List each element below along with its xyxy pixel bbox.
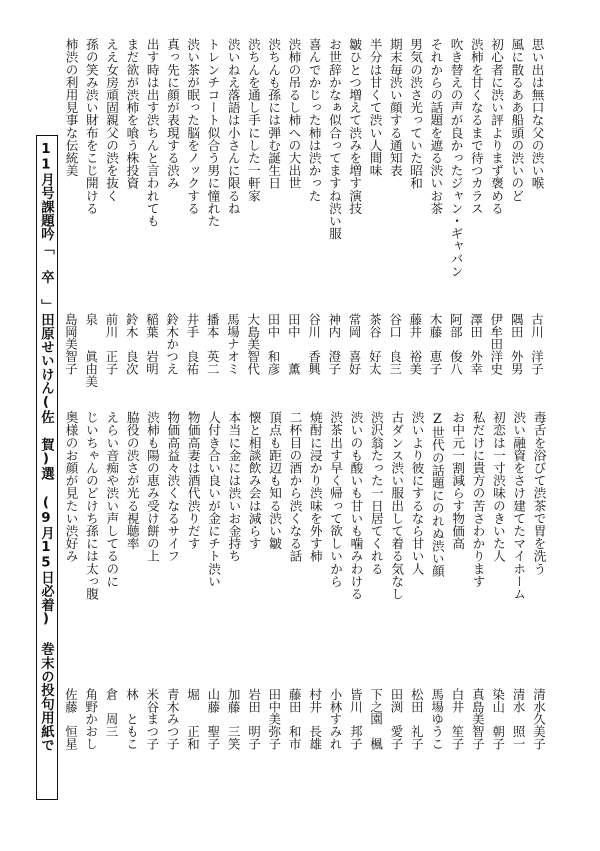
poem-line: えらい音痴や渋い声してるのに [104,411,120,588]
poem-author: 常岡 喜好 [347,313,363,375]
poem-author: 茶谷 好太 [367,313,383,375]
poem-author: 角野かおし [83,688,99,750]
poem-line: 懐と相談飲み会は減らす [246,411,262,550]
poem-author: 林 ともこ [124,688,140,750]
poem-author: 藤田 和市 [287,688,303,750]
poem-author: 泉 眞由美 [83,313,99,388]
poem-line: 期末毎渋い顔する通知表 [387,38,403,177]
poem-author: 隅田 外男 [509,313,525,375]
poem-line: 男気の渋さ光っていた昭和 [408,38,424,190]
poem-author: 大島美智代 [245,313,261,375]
poem-author: 阿部 俊八 [448,313,464,375]
poem-author: 村井 長雄 [307,688,323,750]
poem-author: 前川 正子 [103,313,119,375]
poem-author: 藤井 裕美 [407,313,423,375]
poem-line: 真っ先に顔が表現する渋み [164,38,180,190]
poem-line: 出す時は出す渋ちんと言われても [144,38,160,227]
poem-line: まだ欲が渋柿を喰う株投資 [124,38,140,190]
poem-author: 鈴木 良次 [124,313,140,375]
poem-author: 神内 澄子 [326,313,342,375]
poem-author: 堀 正和 [185,688,201,750]
poem-line: 思い出は無口な父の渋い喉 [529,38,545,190]
poem-line: ええ女房頑固親父の渋を抜く [104,38,120,202]
poem-line: 本当に金には渋いお金持ち [226,411,242,563]
poem-author: 播本 英二 [205,313,221,375]
poem-author: 松田 礼子 [409,688,425,750]
poem-line: 頂点も距辺も知る渋い皺 [267,411,283,550]
poem-line: 脇役の渋さが光る視聴率 [124,411,140,550]
poem-author: 馬場ゆうこ [429,688,445,750]
poem-author: 井手 良祐 [184,313,200,375]
poem-author: 木藤 恵子 [428,313,444,375]
poem-author: 田中 和彦 [266,313,281,375]
poem-author: 加藤 三笑 [226,688,242,750]
poem-line: 焼酎に浸かり渋味を外す柿 [307,411,323,563]
poem-line: 渋ちんも孫には弾む誕生日 [266,38,282,190]
poem-line: じいちゃんのどけち孫には太っ腹 [83,411,99,600]
poem-line: Z世代の話題にのれぬ渋い顔 [429,411,445,578]
poem-line: 渋い融資をさけ建てたマイホーム [511,411,527,600]
poem-line: 渋柿も陽の恵み受け餅の上 [144,411,160,563]
poem-line: 奥様のお顔が見たい渋好み [63,411,79,563]
poem-line: 柿渋の利用見事な伝統美 [63,38,79,177]
poem-author: 谷川 香興 [306,313,322,375]
poem-line: 渋沢翁たった一日居てくれる [368,411,384,575]
poem-author: 米谷まつ子 [144,688,160,750]
poem-line: 渋ちんを通し手にした一軒家 [245,38,261,202]
poem-author: 田中美弥子 [266,688,282,750]
poem-line: 初恋は一寸渋味のきいた人 [490,411,506,563]
poem-author: 田中 薫 [286,313,302,375]
poem-author: 鈴木かつえ [164,313,180,375]
poem-author: 島岡美智子 [63,313,79,375]
poem-line: 人付き合い良いが金にチト渋い [206,411,222,588]
poem-line: 渋いのも酸いも甘いも噛みわける [348,411,364,600]
poem-author: 下之園 楓 [368,688,384,750]
poem-line: 孫の笑み渋い財布をこじ開ける [83,38,99,215]
poem-line: それからの話題を遮る渋いお茶 [428,38,444,215]
poem-author: 真島美智子 [470,688,486,750]
poem-line: トレンチコート似合う男に憧れた [205,38,221,227]
poem-line: 二杯目の酒から渋くなる話 [287,411,303,563]
poem-author: 倉 周三 [104,688,120,738]
poem-author: 佐藤 恒星 [63,688,79,750]
poem-author: 皆川 邦子 [348,688,364,750]
poem-line: 風に散るああ船頭の渋いのど [509,38,525,202]
poem-line: 物価高益々渋くなるサイフ [165,411,181,563]
poem-author: 古川 洋子 [529,313,545,375]
poem-line: 渋い茶が眠った脳をノックする [185,38,201,215]
poem-line: 喜んでかじった柿は渋かった [306,38,322,202]
poem-author: 青木みつ子 [165,688,181,750]
poem-line: 渋柿の吊るし柿への大出世 [286,38,302,190]
poem-author: 山藤 聖子 [205,688,221,750]
poem-line: 皺ひとつ増えて渋みを増す演技 [347,38,363,215]
poem-line: 初心者に渋い評よりまず褒める [489,38,505,215]
poem-author: 澤田 外幸 [468,313,484,375]
poem-author: 清水 照一 [511,688,527,750]
poem-author: 伊牟田洋史 [488,313,504,375]
poem-line: 吹き替えの声が良かったジャン・ギャバン [448,38,464,278]
poem-line: 半分は甘くて渋い人間味 [367,38,383,177]
poem-line: 渋いねえ落語は小さんに限るね [225,38,241,215]
poem-line: 渋いより彼にするなら甘い人 [409,411,425,575]
poem-author: 小林すみれ [327,688,343,750]
poem-line: お世辞かなぁ似合ってますね渋い服 [326,38,342,240]
poem-line: 古ダンス渋い服出して着る気なし [389,411,405,600]
poem-line: 渋柿を甘くなるまで待つカラス [468,38,484,215]
poem-line: 物価高妻は酒代渋りだす [185,411,201,550]
poem-line: お中元一割減らす物価高 [450,411,466,550]
poem-author: 染山 朝子 [490,688,506,750]
poem-author: 白井 笙子 [450,688,465,750]
poem-author: 岩田 明子 [246,688,262,750]
poem-author: 馬場ナオミ [225,313,241,375]
assignment-header: 11月号課題吟「 卒 」田原せいけん(佐 賀)選 (9月15日必着) 巻末の投句用紙で [38,142,54,752]
poem-line: 渋茶出す早く帰って欲しいから [328,411,344,588]
poem-author: 清水久美子 [531,688,547,750]
poem-author: 稲葉 岩明 [144,313,160,375]
poem-author: 谷口 良三 [387,313,403,375]
poem-author: 田渕 愛子 [388,688,404,750]
poem-line: 毒舌を浴びて渋茶で胃を洗う [531,411,547,575]
poem-line: 私だけに貴方の苦さわかります [470,411,486,588]
